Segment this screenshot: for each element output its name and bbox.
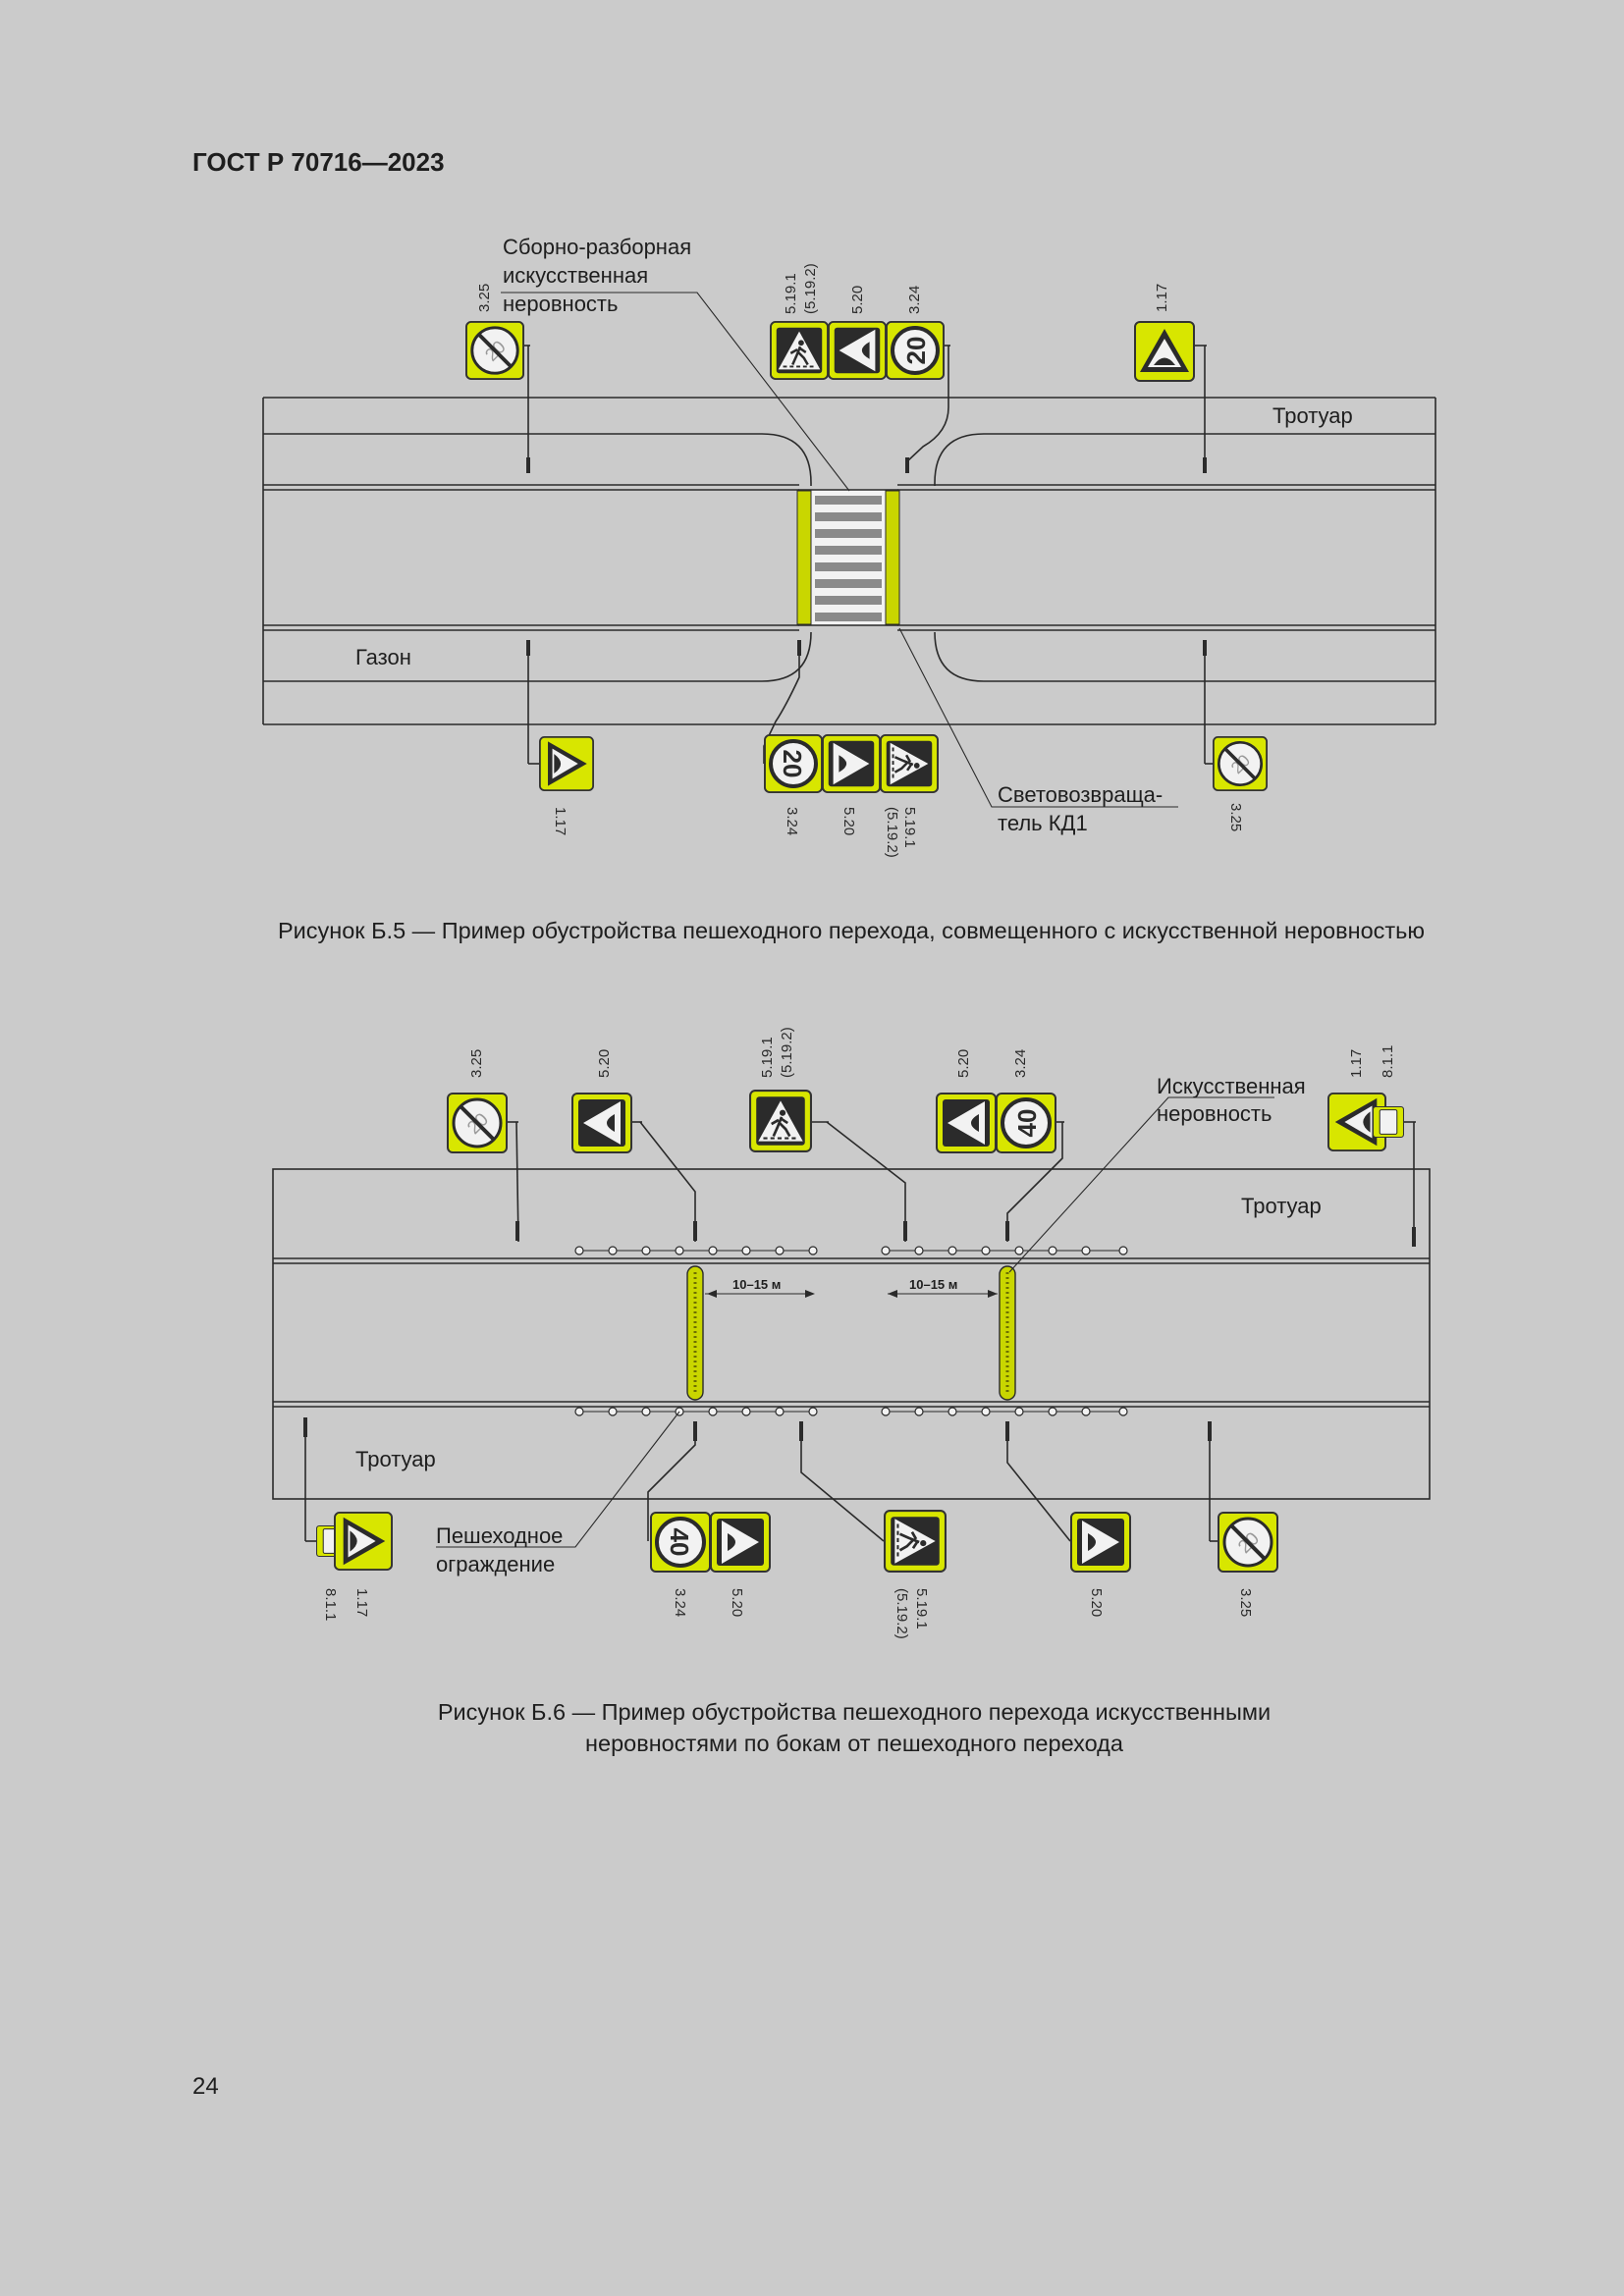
speed-hump-icon: [937, 1094, 996, 1152]
sign-code: (5.19.2): [779, 1027, 795, 1078]
sign-group-top-3: [750, 1027, 829, 1151]
sign-code: 1.17: [1154, 283, 1170, 312]
figure-b6-caption-line2: неровностями по бокам от пешеходного перехода: [585, 1731, 1123, 1756]
pedestrian-fence-bottom-right: [882, 1408, 1127, 1415]
sign-code: 3.24: [784, 807, 800, 836]
sign-group-top-5: [1328, 1045, 1416, 1150]
sign-group-top-2: [572, 1049, 642, 1152]
speed-hump-icon: [1071, 1513, 1130, 1572]
svg-text:20: 20: [901, 336, 931, 365]
sign-code: 5.19.1: [913, 1588, 930, 1629]
sign-group-top-1: [448, 1049, 518, 1152]
document-header: ГОСТ Р 70716—2023: [192, 147, 445, 177]
sign-code: 5.20: [596, 1048, 613, 1078]
speed-hump-icon: [572, 1094, 631, 1152]
sidewalk-label: Тротуар: [1272, 403, 1353, 428]
sign-code: 3.24: [906, 285, 923, 314]
lawn-label: Газон: [355, 645, 411, 669]
hump-label-line3: неровность: [503, 292, 619, 316]
sign-code: 5.20: [955, 1048, 972, 1078]
end-speed-limit-icon: [1218, 1513, 1277, 1572]
pedestrian-fence-top-right: [882, 1247, 1127, 1255]
speed-hump-warning-icon: [335, 1513, 392, 1570]
sidewalk-top-label: Тротуар: [1241, 1194, 1322, 1218]
sign-group-bottom-3: [885, 1511, 946, 1639]
hump-label-line1: Сборно-разборная: [503, 235, 692, 259]
svg-text:40: 40: [665, 1527, 694, 1557]
sign-code: 1.17: [353, 1588, 370, 1618]
sign-group-bottom-5: [1210, 1513, 1277, 1617]
sign-code: 5.19.1: [901, 807, 918, 848]
sign-code: 5.20: [729, 1588, 745, 1618]
pedestrian-fence-top-left: [575, 1247, 817, 1255]
sign-code: 5.19.1: [759, 1037, 776, 1078]
pedestrian-crossing-icon: [885, 1511, 946, 1572]
fence-label-line1: Пешеходное: [436, 1523, 564, 1548]
leader-lines: [436, 1097, 1274, 1547]
road-outline: [273, 1169, 1430, 1499]
distance-arrow-left: [705, 1277, 815, 1298]
hump-label-line1: Искусственная: [1157, 1074, 1306, 1098]
sign-code: 8.1.1: [322, 1588, 339, 1622]
distance-arrow-right: [888, 1277, 998, 1298]
sign-code: 5.19.1: [783, 273, 799, 314]
reflector-label-line1: Световозвраща-: [998, 782, 1164, 807]
sign-code: 5.20: [840, 807, 857, 836]
pedestrian-crossing-icon: [750, 1091, 811, 1151]
hump-label-line2: неровность: [1157, 1101, 1272, 1126]
sign-code: 3.25: [1237, 1588, 1254, 1618]
page-number: 24: [192, 2073, 219, 2100]
sign-code: 3.25: [1227, 803, 1244, 832]
sidewalk-bottom-label: Тротуар: [355, 1447, 436, 1471]
svg-text:20: 20: [778, 749, 807, 778]
sign-group-bottom-2: [651, 1513, 770, 1617]
speed-limit-40-icon: [997, 1094, 1056, 1152]
sign-code: (5.19.2): [884, 807, 900, 858]
speed-hump-right: [1000, 1266, 1015, 1400]
sign-group-top-4: [937, 1049, 1064, 1152]
fence-label-line2: ограждение: [436, 1552, 556, 1576]
sign-group-bottom-4: [1071, 1513, 1130, 1617]
pedestrian-fence-bottom-left: [575, 1408, 817, 1415]
sign-code: 8.1.1: [1380, 1044, 1396, 1078]
distance-label: 10–15 м: [909, 1277, 958, 1292]
sign-code: 5.20: [1088, 1588, 1105, 1618]
speed-hump-icon: [711, 1513, 770, 1572]
plaque-icon: [1374, 1107, 1404, 1138]
sign-code: 3.24: [1012, 1048, 1029, 1078]
sign-code: (5.19.2): [893, 1588, 910, 1639]
sign-code: 5.20: [849, 285, 866, 314]
sign-code: 1.17: [1348, 1048, 1365, 1078]
sign-posts: [303, 1122, 1416, 1541]
svg-text:40: 40: [1012, 1108, 1042, 1138]
sign-group-bottom-1: [305, 1513, 392, 1621]
figure-b6-caption: [295, 1696, 1414, 1759]
sign-code: 3.24: [672, 1588, 688, 1618]
speed-limit-40-icon: [651, 1513, 710, 1572]
sign-code: (5.19.2): [802, 263, 819, 314]
speed-hump-left: [687, 1266, 703, 1400]
sign-code: 3.25: [468, 1048, 485, 1078]
hump-label-line2: искусственная: [503, 263, 649, 288]
figure-b6-caption-line1: Рисунок Б.6 — Пример обустройства пешеходного перехода искусственными: [437, 1699, 1272, 1725]
figure-b5-caption: Рисунок Б.5 — Пример обустройства пешеходного перехода, совмещенного с искусственной неровностью: [277, 918, 1426, 943]
reflector-label-line2: тель КД1: [998, 811, 1088, 835]
end-speed-limit-icon: [448, 1094, 507, 1152]
sign-code: 1.17: [552, 807, 568, 836]
sign-code: 3.25: [476, 283, 493, 312]
distance-label: 10–15 м: [732, 1277, 782, 1292]
